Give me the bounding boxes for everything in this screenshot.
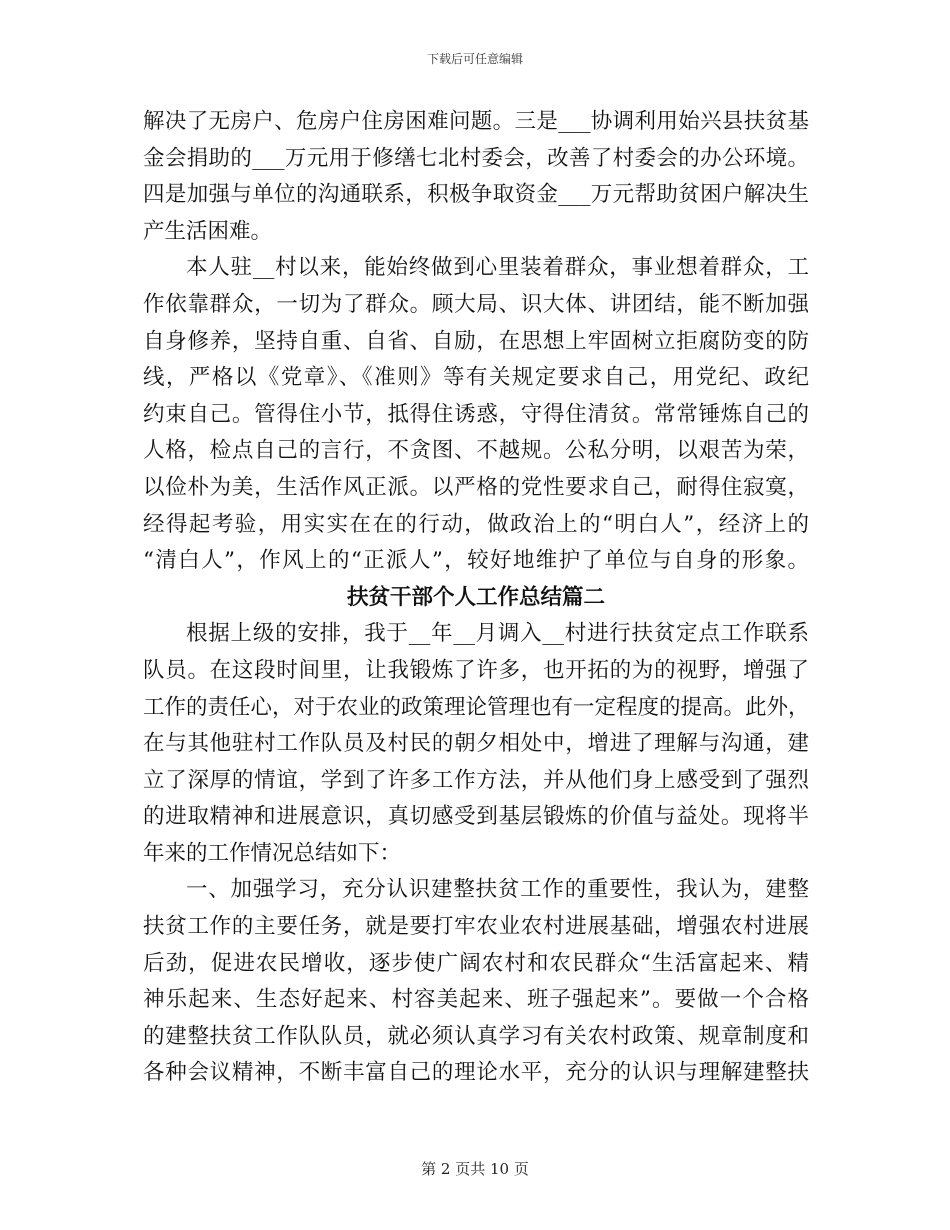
- page-footer: 第 2 页共 10 页: [421, 1160, 529, 1178]
- text-line: 本人驻__村以来，能始终做到心里装着群众，事业想着群众，工: [186, 255, 809, 281]
- paragraph-2: [143, 250, 809, 579]
- text-line: 产生活困难。: [143, 218, 273, 244]
- text-line: 年来的工作情况总结如下：: [143, 840, 402, 866]
- text-line: 四是加强与单位的沟通联系，积极争取资金___万元帮助贫困户解决生: [143, 182, 809, 208]
- text-line: 队员。在这段时间里，让我锻炼了许多，也开拓的为的视野，增强了: [143, 657, 809, 683]
- text-line: 解决了无房户、危房户住房困难问题。三是___协调利用始兴县扶贫基: [143, 109, 809, 134]
- text-line: 立了深厚的情谊，学到了许多工作方法，并从他们身上感受到了强烈: [143, 767, 809, 793]
- section-heading: 扶贫干部个人工作总结篇二: [346, 584, 605, 610]
- text-line: 作依靠群众，一切为了群众。顾大局、识大体、讲团结，能不断加强: [143, 291, 809, 317]
- page-header: 下载后可任意编辑: [426, 52, 523, 66]
- text-line: 人格，检点自己的言行，不贪图、不越规。公私分明，以艰苦为荣，: [143, 438, 809, 464]
- text-line: “清白人”，作风上的“正派人”，较好地维护了单位与自身的形象。: [143, 548, 809, 574]
- document-body: [143, 104, 809, 1092]
- text-line: 神乐起来、生态好起来、村容美起来、班子强起来”。要做一个合格: [143, 987, 809, 1013]
- paragraph-1: [143, 104, 809, 250]
- text-line: 线，严格以《党章》、《准则》等有关规定要求自己，用党纪、政纪: [143, 365, 809, 391]
- text-line: 的进取精神和进展意识，真切感受到基层锻炼的价值与益处。现将半: [143, 804, 809, 830]
- text-line: 的建整扶贫工作队队员，就必须认真学习有关农村政策、规章制度和: [143, 1023, 809, 1049]
- paragraph-3: [143, 616, 809, 872]
- text-line: 约束自己。管得住小节，抵得住诱惑，守得住清贫。常常锤炼自己的: [143, 401, 809, 427]
- paragraph-4: [143, 872, 809, 1092]
- text-line: 经得起考验，用实实在在的行动，做政治上的“明白人”，经济上的: [143, 511, 809, 537]
- text-line: 在与其他驻村工作队员及村民的朝夕相处中，增进了理解与沟通，建: [143, 731, 809, 757]
- text-line: 后劲，促进农民增收，逐步使广阔农村和农民群众“生活富起来、精: [143, 950, 809, 976]
- text-line: 一、加强学习，充分认识建整扶贫工作的重要性，我认为，建整: [186, 877, 809, 903]
- text-line: 自身修养，坚持自重、自省、自励，在思想上牢固树立拒腐防变的防: [143, 328, 809, 354]
- text-line: 工作的责任心，对于农业的政策理论管理也有一定程度的提高。此外，: [143, 694, 810, 720]
- text-line: 扶贫工作的主要任务，就是要打牢农业农村进展基础，增强农村进展: [143, 914, 809, 940]
- text-line: 根据上级的安排，我于__年__月调入__村进行扶贫定点工作联系: [186, 621, 809, 647]
- text-line: 各种会议精神，不断丰富自己的理论水平，充分的认识与理解建整扶: [143, 1060, 809, 1086]
- text-line: 金会捐助的___万元用于修缮七北村委会，改善了村委会的办公环境。: [143, 145, 809, 171]
- text-line: 以俭朴为美，生活作风正派。以严格的党性要求自己，耐得住寂寞，: [143, 474, 809, 500]
